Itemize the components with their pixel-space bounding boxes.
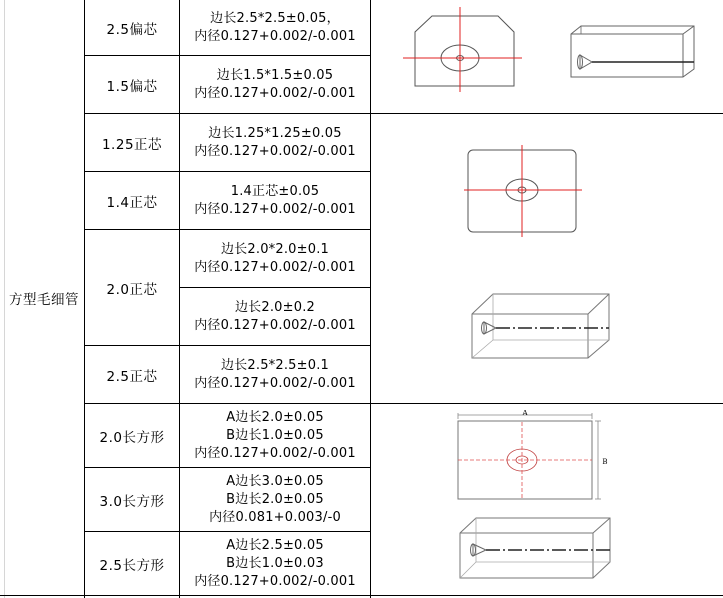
type-cell: 1.25正芯	[101, 136, 163, 153]
centered-bar-drawing	[466, 291, 616, 361]
spec-line: 边长2.5*2.5±0.05，	[210, 10, 340, 26]
type-cell: 1.5偏芯	[106, 78, 158, 95]
spec-line: 内径0.127+0.002/-0.001	[194, 573, 356, 589]
spec-line: 边长1.25*1.25±0.05	[208, 125, 342, 141]
spec-line: 内径0.127+0.002/-0.001	[194, 317, 356, 333]
type-cell: 2.0长方形	[99, 429, 165, 446]
spec-line: B边长1.0±0.05	[226, 427, 324, 443]
spec-line: 1.4正芯±0.05	[230, 183, 320, 199]
type-cell: 2.5长方形	[99, 557, 165, 574]
spec-line: 内径0.127+0.002/-0.001	[194, 375, 356, 391]
rectangular-section-drawing	[450, 410, 615, 506]
spec-line: A边长2.5±0.05	[226, 537, 324, 553]
type-cell: 2.5正芯	[106, 368, 158, 385]
spec-cell	[180, 532, 370, 595]
table-border	[370, 0, 371, 598]
spec-line: 内径0.127+0.002/-0.001	[194, 259, 356, 275]
spec-line: A边长3.0±0.05	[226, 473, 324, 489]
spec-line: 内径0.127+0.002/-0.001	[194, 201, 356, 217]
type-cell: 3.0长方形	[99, 493, 165, 510]
type-cell: 2.5偏芯	[106, 21, 158, 38]
table-border	[0, 595, 723, 596]
spec-cell	[180, 230, 370, 287]
centered-section-drawing	[458, 143, 588, 239]
spec-cell	[180, 288, 370, 345]
spec-line: 内径0.127+0.002/-0.001	[194, 28, 356, 44]
spec-cell	[180, 56, 370, 113]
spec-cell	[180, 0, 370, 55]
spec-line: 内径0.127+0.002/-0.001	[194, 143, 356, 159]
type-cell: 2.0正芯	[106, 281, 158, 298]
spec-cell	[180, 114, 370, 171]
spec-line: 边长2.0*2.0±0.1	[220, 241, 329, 257]
dimension-b-label: B	[602, 458, 608, 466]
spec-line: 边长1.5*1.5±0.05	[216, 67, 334, 83]
spec-line: B边长1.0±0.03	[226, 555, 324, 571]
spec-cell	[180, 346, 370, 403]
spec-line: A边长2.0±0.05	[226, 409, 324, 425]
rectangular-bar-drawing	[456, 515, 616, 581]
spec-line: 内径0.081+0.003/-0	[209, 509, 341, 525]
spec-line: 边长2.5*2.5±0.1	[220, 357, 329, 373]
offcenter-bar-drawing	[566, 22, 698, 82]
spec-cell	[180, 404, 370, 467]
spec-line: 内径0.127+0.002/-0.001	[194, 85, 356, 101]
dimension-a-label: A	[522, 410, 528, 417]
spec-line: B边长2.0±0.05	[226, 491, 324, 507]
type-cell: 1.4正芯	[106, 194, 158, 211]
group-label: 方型毛细管	[9, 291, 79, 308]
spec-cell	[180, 468, 370, 531]
spec-cell	[180, 172, 370, 229]
spec-line: 边长2.0±0.2	[234, 299, 316, 315]
offcenter-section-drawing	[400, 5, 525, 95]
spec-line: 内径0.127+0.002/-0.001	[194, 445, 356, 461]
